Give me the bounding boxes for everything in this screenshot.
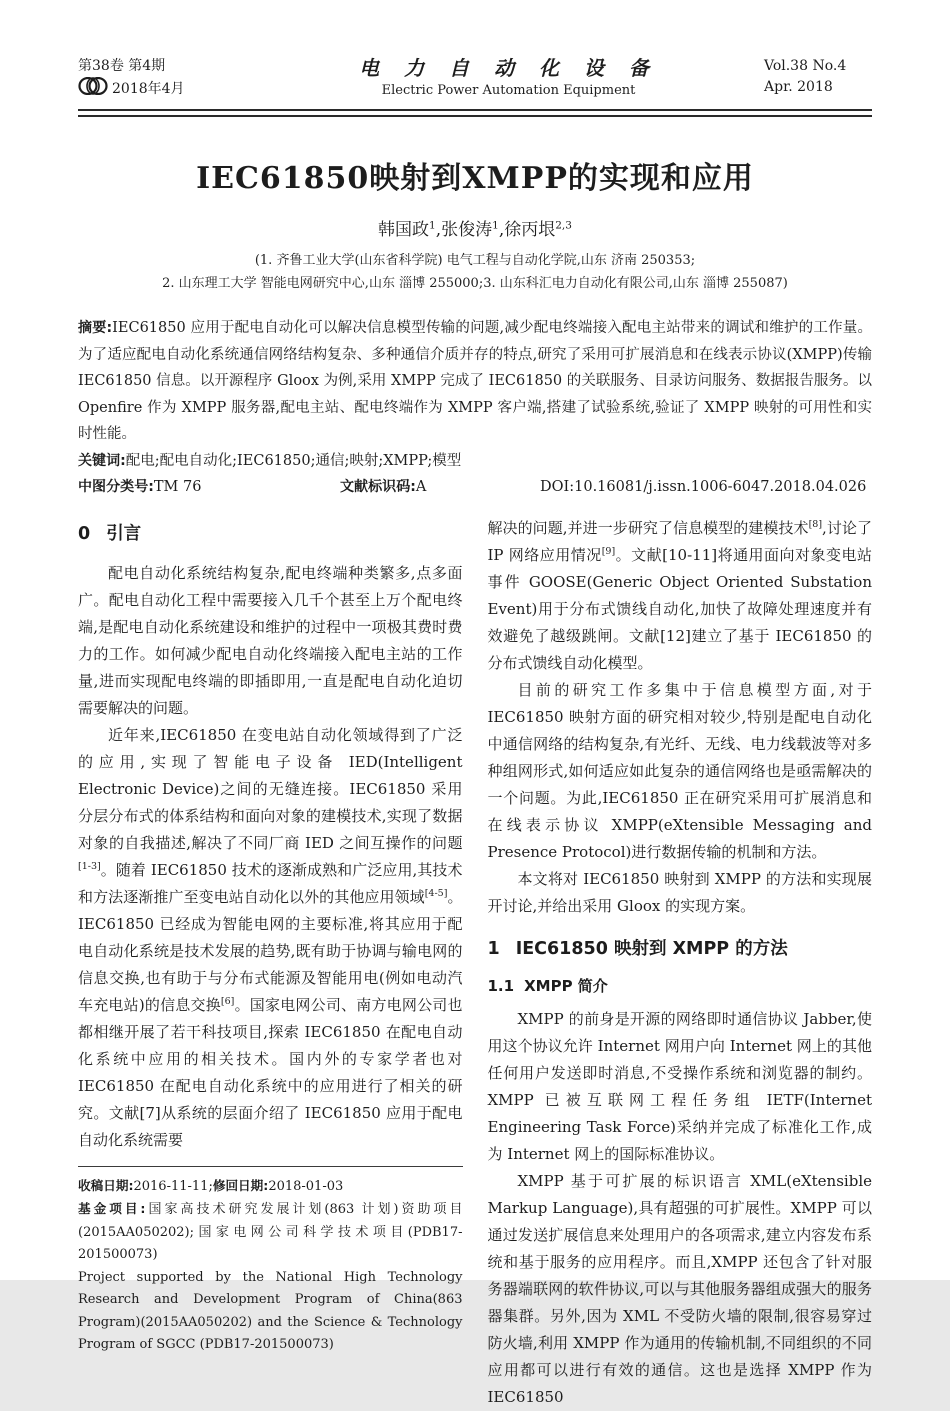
funding-info-cn: 基金项目:国家高技术研究发展计划(863 计划)资助项目(2015AA050202);国家电网公司科学技术项目(PDB17-201500073) [78,1201,463,1262]
affiliation-line: 2. 山东理工大学 智能电网研究中心,山东 淄博 255000;3. 山东科汇电力自动化有限公司,山东 淄博 255087) [162,276,788,291]
paragraph: 目前的研究工作多集中于信息模型方面,对于 IEC61850 映射方面的研究相对较少,特别是配电自动化中通信网络的结构复杂,有光纤、无线、电力线载波等对多种组网形式,如何适应如此复杂的通信网络也是亟需解决的一个问题。为此,IEC61850 正在研究采用可扩展消息和在线表示协议 XMPP(eXtensible Messaging and Presence Protocol)进行数据传输的机制和方法。 [487,680,872,861]
journal-logo-icon [78,77,108,102]
subsection-title: XMPP 简介 [524,976,608,995]
section-number: 1 [487,938,500,959]
section-1-1-heading [488,973,873,1000]
section-number: 0 [78,523,91,544]
paragraph: 配电自动化系统结构复杂,配电终端种类繁多,点多面广。配电自动化工程中需要接入几千个甚至上万个配电终端,是配电自动化系统建设和维护的过程中一项极其费时费力的工作。如何减少配电自动化终端接入配电主站的工作量,进而实现配电终端的即插即用,一直是配电自动化迫切需要解决的问题。 [78,563,463,717]
right-column [488,515,873,1411]
vol-no-en: Vol.38 No.4 [764,58,847,74]
journal-title-cn: 电 力 自 动 化 设 备 [359,56,658,80]
issue-date-cn: 2018年4月 [112,81,185,97]
section-0-heading [78,521,463,548]
article-authors: 韩国政$^1$,张俊涛$^1$,徐丙垠$^{2,3}$ [378,219,572,240]
paragraph: 解决的问题,并进一步研究了信息模型的建模技术[8],讨论了 IP 网络应用情况[9]。文献[10-11]将通用面向对象变电站事件 GOOSE(Generic Object Oriented Substation Event)用于分布式馈线自动化,加快了故障处理速度并有效避免了越级跳闸。文献[12]建立了基于 IEC61850 的分布式馈线自动化模型。 [487,518,872,672]
document-code: 文献标识码:A [340,479,427,495]
funding-info-en: Project supported by the National High Technology Research and Development Program of China(863 Program)(2015AA050202) and the Science & Technology Program of SGCC (PDB17-201500073) [78,1269,463,1352]
left-column [78,515,463,1411]
clc-number: 中图分类号:TM 76 [78,479,202,495]
article-title: IEC61850映射到XMPP的实现和应用 [196,161,754,196]
paragraph: 本文将对 IEC61850 映射到 XMPP 的方法和实现展开讨论,并给出采用 Gloox 的实现方案。 [487,869,872,915]
section-title: IEC61850 映射到 XMPP 的方法 [515,938,788,959]
keywords-line: 关键词:配电;配电自动化;IEC61850;通信;映射;XMPP;模型 [78,452,462,469]
volume-issue: 第38卷 第4期 [78,58,166,74]
received-revised-dates: 收稿日期:2016-11-11;修回日期:2018-01-03 [78,1177,344,1194]
paragraph: 近年来,IEC61850 在变电站自动化领域得到了广泛的应用,实现了智能电子设备 IED(Intelligent Electronic Device)之间的无缝连接。IEC61850 采用分层分布式的体系结构和面向对象的建模技术,实现了数据对象的自我描述,解决了不同厂商 IED 之间互操作的问题[1-3]。随着 IEC61850 技术的逐渐成熟和广泛应用,其技术和方法逐渐推广至变电站自动化以外的其他应用领域[4-5]。IEC61850 已经成为智能电网的主要标准,将其应用于配电自动化系统是技术发展的趋势,既有助于协调与输电网的信息交换,也有助于与分布式能源及智能用电(例如电动汽车充电站)的信息交换[6]。国家电网公司、南方电网公司也都相继开展了若干科技项目,探索 IEC61850 在配电自动化系统中应用的相关技术。国内外的专家学者也对 IEC61850 在配电自动化系统中的应用进行了相关的研究。文献[7]从系统的层面介绍了 IEC61850 应用于配电自动化系统需要 [78,725,463,1149]
paragraph: XMPP 基于可扩展的标识语言 XML(eXtensible Markup Language),具有超强的可扩展性。XMPP 可以通过发送扩展信息来处理用户的各项需求,建立内容发布系统和基于服务的应用程序。而且,XMPP 还包含了针对服务器端联网的软件协议,可以与其他服务器组成强大的服务器集群。另外,因为 XML 不受防火墙的限制,很容易穿过防火墙,利用 XMPP 作为通用的传输机制,不同组织的不同应用都可以进行有效的通信。这也是选择 XMPP 作为 IEC61850 [487,1171,872,1406]
issue-date-en: Apr. 2018 [764,79,833,95]
body-columns [78,515,872,1411]
doi: DOI:10.16081/j.issn.1006-6047.2018.04.026 [540,479,867,495]
journal-issue-block [78,56,253,102]
subsection-number: 1.1 [487,976,515,995]
abstract-text: 摘要:IEC61850 应用于配电自动化可以解决信息模型传输的问题,减少配电终端接入配电主站带来的调试和维护的工作量。为了适应配电自动化系统通信网络结构复杂、多种通信介质并存的特点,研究了采用可扩展消息和在线表示协议(XMPP)传输 IEC61850 信息。以开源程序 Gloox 为例,采用 XMPP 完成了 IEC61850 的关联服务、目录访问服务、数据报告服务。以 Openfire 作为 XMPP 服务器,配电主站、配电终端作为 XMPP 客户端,搭建了试验系统,验证了 XMPP 映射的可用性和实时性能。 [78,320,873,442]
journal-title-block [253,56,764,100]
classification-row [78,474,872,501]
journal-title-en: Electric Power Automation Equipment [381,83,636,98]
abstract-block [78,315,872,501]
journal-header [78,56,872,102]
paragraph: XMPP 的前身是开源的网络即时通信协议 Jabber,使用这个协议允许 Internet 网用户向 Internet 网上的其他任何用户发送即时消息,不受操作系统和浏览器的制约。XMPP 已被互联网工程任务组 IETF(Internet Engineering Task Force)采纳并完成了标准化工作,成为 Internet 网上的国际标准协议。 [487,1009,872,1163]
header-divider [78,109,872,117]
footnote-block [78,1166,463,1357]
section-title: 引言 [106,523,142,544]
section-1-heading [488,936,873,963]
affiliation-line: (1. 齐鲁工业大学(山东省科学院) 电气工程与自动化学院,山东 济南 250353; [254,253,696,268]
journal-vol-block [764,56,872,98]
article-affiliations [78,249,872,295]
